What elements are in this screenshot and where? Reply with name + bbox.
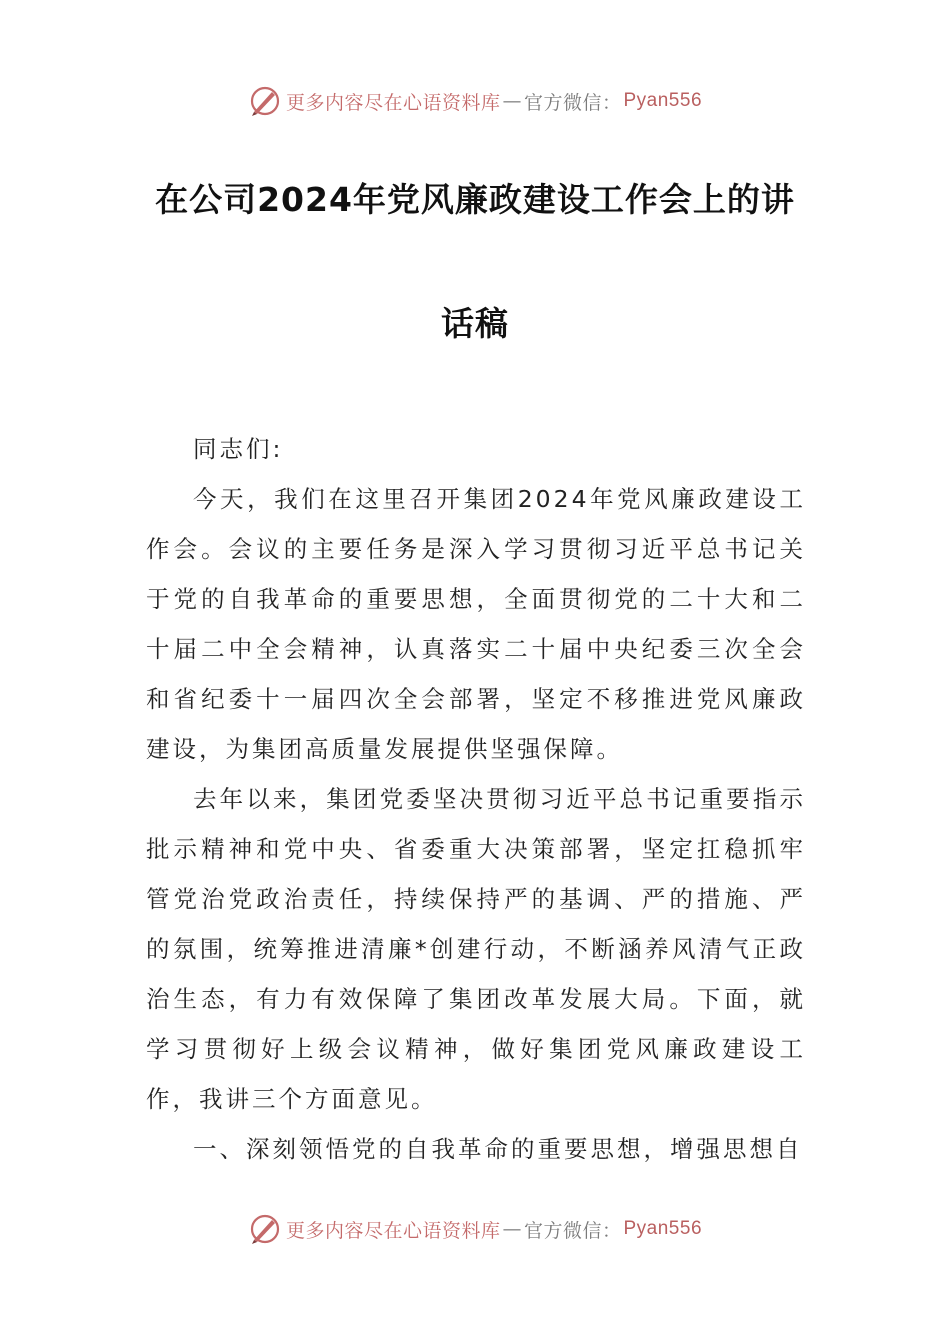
paragraph-1: 今天，我们在这里召开集团2024年党风廉政建设工作会。会议的主要任务是深入学习贯彻习近平总书记关于党的自我革命的重要思想，全面贯彻党的二十大和二十届二中全会精神，认真落实二十届中央纪委三次全会和省纪委十一届四次全会部署，坚定不移推进党风廉政建设，为集团高质量发展提供坚强保障。 (146, 485, 806, 763)
watermark-text: 更多内容尽在心语资料库 (285, 1219, 501, 1242)
watermark-wechat-id: Pyan556 (623, 90, 703, 111)
paragraph-3: 一、深刻领悟党的自我革命的重要思想，增强思想自 (193, 1135, 803, 1163)
watermark-wechat-label: 官方微信： (523, 91, 622, 114)
paragraph-2: 去年以来，集团党委坚决贯彻习近平总书记重要指示批示精神和党中央、省委重大决策部署，坚定扛稳抓牢管党治党政治责任，持续保持严的基调、严的措施、严的氛围，统筹推进清廉*创建行动，不断涵养风清气正政治生态，有力有效保障了集团改革发展大局。下面，就学习贯彻好上级会议精神，做好集团党风廉政建设工作，我讲三个方面意见。 (146, 785, 806, 1113)
watermark-dash: — (502, 1218, 522, 1240)
pen-logo-icon (248, 84, 282, 118)
document-body (146, 424, 806, 1174)
document-title-line-2: 话稿 (441, 304, 509, 343)
pen-logo-icon (248, 1212, 282, 1246)
watermark-dash: — (502, 90, 522, 112)
watermark-footer (0, 1212, 950, 1246)
watermark-wechat-id: Pyan556 (623, 1218, 703, 1239)
document-title-line-1: 在公司2024年党风廉政建设工作会上的讲 (155, 180, 795, 219)
watermark-text: 更多内容尽在心语资料库 (285, 91, 501, 114)
watermark-header (0, 84, 950, 118)
salutation: 同志们: (193, 435, 284, 463)
watermark-wechat-label: 官方微信： (523, 1219, 622, 1242)
